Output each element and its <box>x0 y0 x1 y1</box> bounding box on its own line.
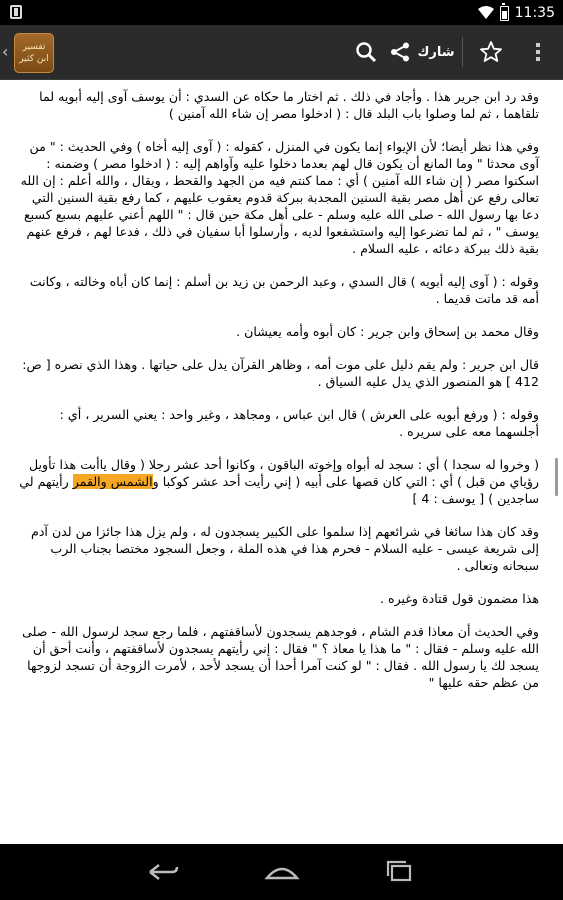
article-paragraph: وقد رد ابن جرير هذا . وأجاد في ذلك . ثم اختار ما حكاه عن السدي : أن يوسف آوى إليه أبويه لما تلقاهما ، ثم لما وصلوا باب البلد قال : ( ادخلوا مصر إن شاء الله آمنين ) <box>39 89 539 121</box>
app-icon[interactable] <box>14 33 54 73</box>
notification-icon <box>10 5 22 19</box>
search-icon <box>355 41 377 63</box>
article-paragraph: وفي هذا نظر أيضا؛ لأن الإيواء إنما يكون في المنزل ، كقوله : ( آوى إليه أخاه ) وفي الحديث : " من آوى محدثا " وما المانع أن يكون قال لهم بعدما دخلوا عليه وآواهم إليه : ( ادخلوا مصر ) وضمنه : اسكنوا مصر ( إن شاء الله آمنين ) أي : مما كنتم فيه من الجهد والقحط ، ويقال ، والله أعلم : إن الله تعالى رفع عن أهل مصر بقية السنين المجدبة ببركة قدوم يعقوب عليهم ، كما رفع بقية السنين التي دعا بها رسول الله - صلى الله عليه وسلم - على أهل مكة حين قال : " اللهم أعني عليهم بسبع كسبع يوسف " ، ثم لما تضرعوا إليه واستشفعوا لديه ، وأرسلوا أبا سفيان في ذلك ، فدعا لهم ، فرفع عنهم بقية ذلك ببركة دعائه ، عليه السلام . <box>20 139 539 256</box>
app-icon-text-1: تفسير <box>22 42 46 52</box>
search-highlight: الشمس والقمر <box>72 474 153 489</box>
action-bar <box>0 25 563 80</box>
overflow-menu-button[interactable] <box>513 25 563 79</box>
favorite-button[interactable] <box>469 25 513 79</box>
article-paragraph: وفي الحديث أن معاذا قدم الشام ، فوجدهم يسجدون لأساقفتهم ، فلما رجع سجد لرسول الله - صلى الله عليه وسلم - فقال : " ما هذا يا معاذ ؟ " فقال : إني رأيتهم يسجدون لأساقفتهم ، وأنت أحق أن يسجد لك يا رسول الله . فقال : " لو كنت آمرا أحدا أن يسجد لأحد ، لأمرت الزوجة أن تسجد لزوجها من عظم حقه عليها " <box>22 624 539 690</box>
article-text <box>0 80 563 707</box>
up-caret-icon[interactable]: ‹ <box>2 42 9 61</box>
paragraph-text: ( وخروا له سجدا ) أي : سجد له أبواه وإخوته الباقون ، وكانوا أحد عشر رجلا ( وقال ياأبت هذا تأويل رؤياي من قبل ) أي : التي كان قصها على أبيه ( إني رأيت أحد عشر كوكبا و <box>28 457 539 489</box>
article-view[interactable] <box>0 80 563 844</box>
article-paragraph: وقوله : ( ورفع أبويه على العرش ) قال ابن عباس ، ومجاهد ، وغير واحد : يعني السرير ، أي : أجلسهما معه على سريره . <box>59 407 539 439</box>
wifi-icon <box>478 6 494 20</box>
article-paragraph: وقوله : ( آوى إليه أبويه ) قال السدي ، وعبد الرحمن بن زيد بن أسلم : إنما كان أباه وخالته ، وكانت أمه قد ماتت قديما . <box>29 274 539 306</box>
article-paragraph: قال ابن جرير : ولم يقم دليل على موت أمه ، وظاهر القرآن يدل على حياتها . وهذا الذي نصره [ ص: 412 ] هو المنصور الذي يدل عليه السياق . <box>22 357 539 389</box>
home-icon[interactable] <box>264 858 300 886</box>
search-button[interactable] <box>344 25 388 79</box>
app-icon-text-2: ابن كثير <box>19 54 49 64</box>
back-icon[interactable] <box>142 858 182 886</box>
article-paragraph: وقد كان هذا سائغا في شرائعهم إذا سلموا على الكبير يسجدون له ، ولم يزل هذا جائزا من لدن آدم إلى شريعة عيسى - عليه السلام - فحرم هذا في هذه الملة ، وجعل السجود مختصا بجناب الرب سبحانه وتعالى . <box>31 524 539 573</box>
paragraph-text: رأيتهم لي ساجدين ) [ يوسف : 4 ] <box>19 474 539 506</box>
scrollbar[interactable] <box>555 458 558 496</box>
share-icon <box>389 41 411 63</box>
status-time: 11:35 <box>514 5 555 21</box>
overflow-icon <box>536 43 540 61</box>
article-paragraph-highlighted <box>18 456 539 507</box>
toolbar-divider <box>462 37 463 67</box>
share-button[interactable] <box>388 25 456 79</box>
status-bar <box>0 0 563 25</box>
star-icon <box>479 40 503 64</box>
battery-icon <box>500 6 509 21</box>
navigation-bar <box>0 844 563 900</box>
article-paragraph: وقال محمد بن إسحاق وابن جرير : كان أبوه وأمه يعيشان . <box>236 324 539 339</box>
recent-apps-icon[interactable] <box>380 858 420 886</box>
article-paragraph: هذا مضمون قول قتادة وغيره . <box>379 591 539 606</box>
share-label: شارك <box>417 44 455 60</box>
